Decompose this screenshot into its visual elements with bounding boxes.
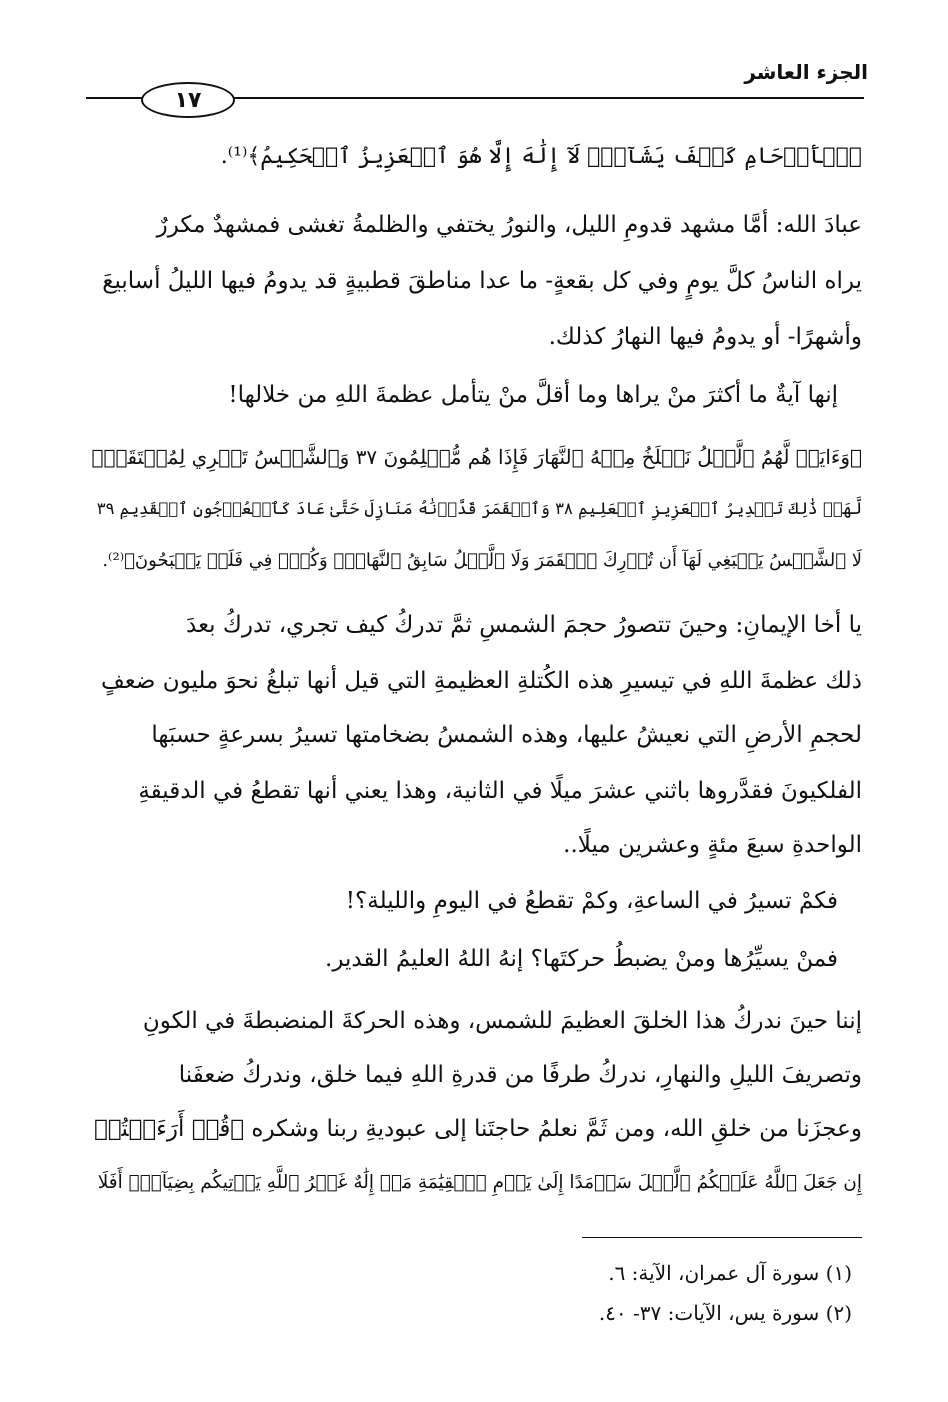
running-title: الجزء العاشر: [744, 60, 868, 84]
footnote: (١) سورة آل عمران، الآية: ٦.: [608, 1261, 852, 1285]
paragraph-line: وتصريفَ الليلِ والنهارِ، ندركُ طرفًا من قدرةِ اللهِ فيما خلق، وندركُ ضعفَنا: [178, 1062, 862, 1088]
paragraph-line: يا أخا الإيمانِ: وحينَ تتصورُ حجمَ الشمسِ ثمَّ تدركُ كيف تجري، تدركُ بعدَ: [186, 612, 862, 638]
paragraph-line: ذلك عظمةَ اللهِ في تيسيرِ هذه الكُتلةِ العظيمةِ التي قيل أنها تبلغُ نحوَ مليون ضعفٍ: [100, 668, 862, 694]
paragraph-line: الفلكيونَ فقدَّروها باثني عشرَ ميلًا في الثانية، وهذا يعني أنها تقطعُ في الدقيقةِ: [138, 778, 862, 804]
paragraph-line: إننا حينَ ندركُ هذا الخلقَ العظيمَ للشمس، وهذه الحركةَ المنضبطةَ في الكونِ: [142, 1008, 862, 1034]
paragraph-line: الواحدةِ سبعَ مئةٍ وعشرين ميلًا..: [563, 832, 862, 858]
paragraph-line: فكمْ تسيرُ في الساعةِ، وكمْ تقطعُ في اليومِ والليلة؟!: [345, 888, 838, 914]
paragraph-line: فمنْ يسيِّرُها ومنْ يضبطُ حركتَها؟ إنهُ اللهُ العليمُ القدير.: [325, 946, 838, 972]
quran-verse-line: لَا ٱلشَّمۡسُ يَنۢبَغِي لَهَآ أَن تُدۡرِكَ ٱلۡقَمَرَ وَلَا ٱلَّيۡلُ سَابِقُ ٱلنَّهَارِۚ وَكُلّٞ فِي فَلَكٖ يَسۡبَحُونَ﴾⁽²⁾.: [102, 550, 862, 571]
footnote: (٢) سورة يس، الآيات: ٣٧- ٤٠.: [598, 1301, 852, 1325]
quran-verse-line: إِن جَعَلَ ٱللَّهُ عَلَيۡكُمُ ٱلَّيۡلَ سَرۡمَدًا إِلَىٰ يَوۡمِ ٱلۡقِيَٰمَةِ مَنۡ إِلَٰهٌ غَيۡرُ ٱللَّهِ يَأۡتِيكُم بِضِيَآءٍۚ أَفَلَا: [97, 1172, 862, 1193]
quran-verse-line: لَّهَاۚ ذَٰلِكَ تَقۡدِيرُ ٱلۡعَزِيزِ ٱلۡعَلِيمِ ٣٨ وَٱلۡقَمَرَ قَدَّرۡنَٰهُ مَنَازِلَ حَتَّىٰ عَادَ كَٱلۡعُرۡجُونِ ٱلۡقَدِيمِ ٣٩: [96, 499, 862, 518]
paragraph-line: وأشهرًا- أو يدومُ فيها النهارُ كذلك.: [548, 324, 862, 350]
paragraph-line: عبادَ الله: أمَّا مشهد قدومِ الليل، والنورُ يختفي والظلمةُ تغشى فمشهدٌ مكررٌ: [156, 212, 862, 238]
paragraph-line: لحجمِ الأرضِ التي نعيشُ عليها، وهذه الشمسُ بضخامتها تسيرُ بسرعةٍ حسبَها: [151, 722, 862, 748]
quran-verse-line: ﴿وَءَايَةٞ لَّهُمُ ٱلَّيۡلُ نَسۡلَخُ مِنۡهُ ٱلنَّهَارَ فَإِذَا هُم مُّظۡلِمُونَ ٣٧ وَٱلشَّمۡسُ تَجۡرِي لِمُسۡتَقَرّٖ: [91, 445, 862, 469]
paragraph-line: إنها آيةٌ ما أكثرَ منْ يراها وما أقلَّ منْ يتأمل عظمةَ اللهِ من خلالها!: [228, 382, 838, 408]
quran-verse-line: ﭐلۡأَرۡحَامِ كَيۡفَ يَشَآءُۚ لَآ إِلَٰهَ إِلَّا هُوَ ٱلۡعَزِيزُ ٱلۡحَكِيمُ﴾⁽¹⁾.: [220, 144, 862, 169]
footnote-rule: [582, 1237, 862, 1238]
paragraph-line: وعجزَنا من خلقِ الله، ومن ثَمَّ نعلمُ حاجتَنا إلى عبوديةِ ربنا وشكره ﴿قُلۡ أَرَءَيۡتُمۡ: [93, 1116, 862, 1142]
page-number: ١٧: [141, 82, 235, 118]
paragraph-line: يراه الناسُ كلَّ يومٍ وفي كل بقعةٍ- ما عدا مناطقَ قطبيةٍ قد يدومُ فيها الليلُ أسابيعَ: [102, 268, 862, 294]
